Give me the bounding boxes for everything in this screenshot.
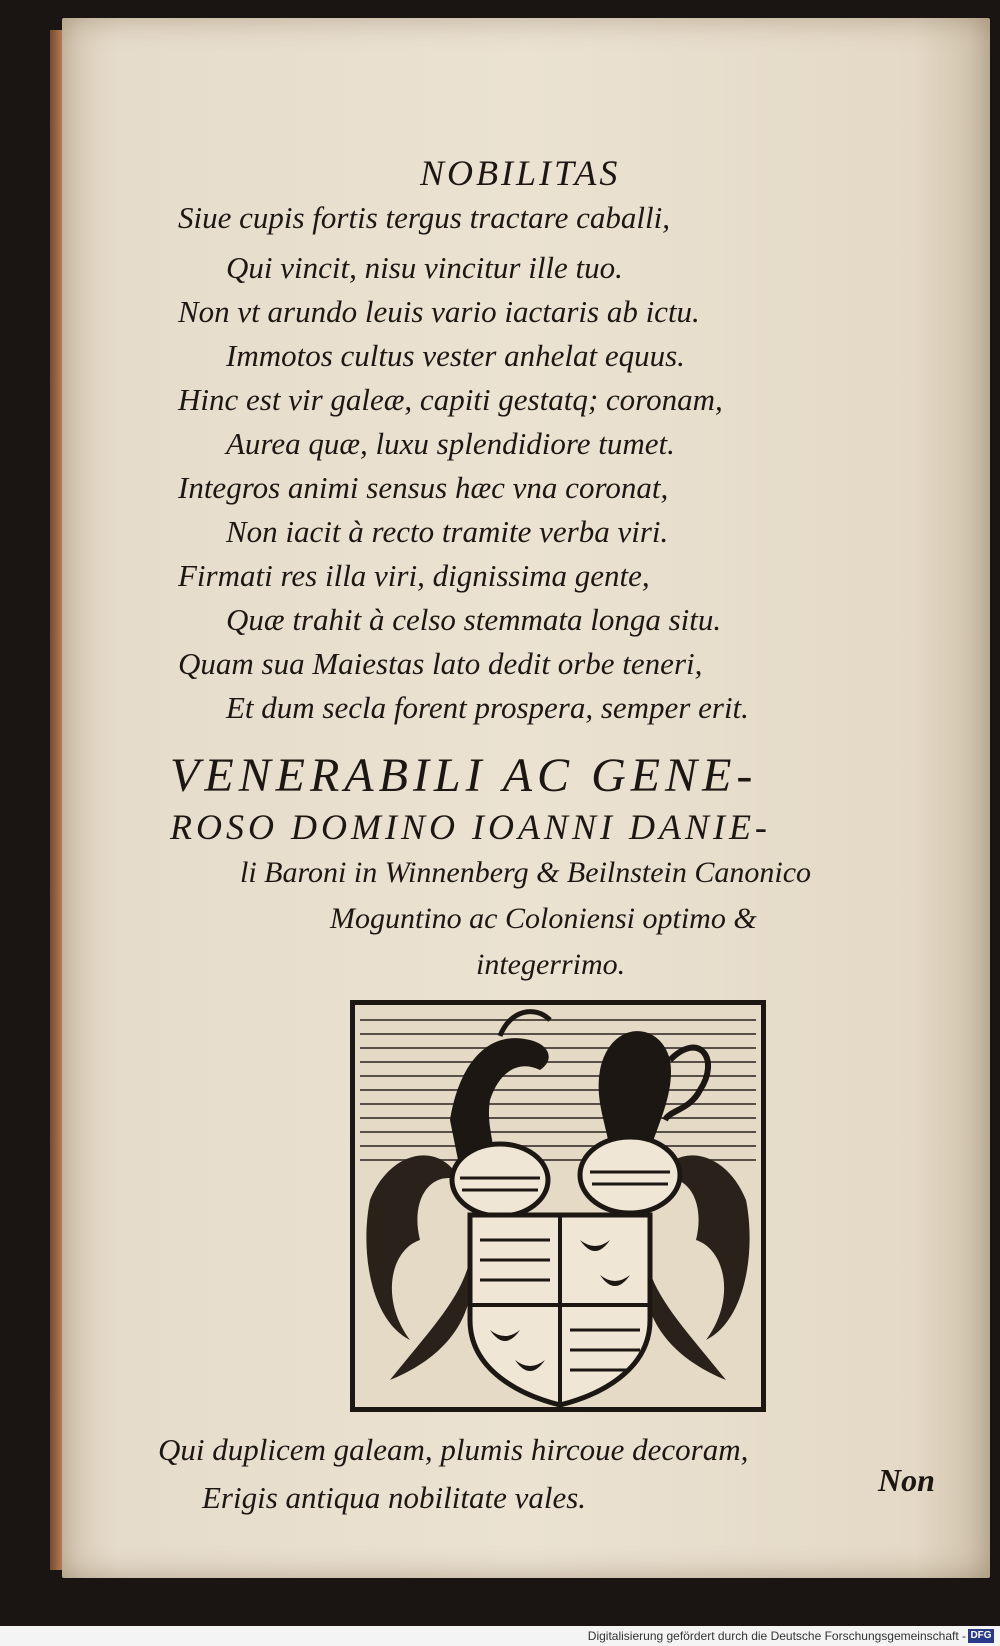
dfg-logo: DFG	[968, 1629, 994, 1643]
verse-line: Integros animi sensus hæc vna coronat,	[178, 470, 669, 505]
dedication-line: Moguntino ac Coloniensi optimo &	[330, 902, 757, 935]
digitization-footer: Digitalisierung gefördert durch die Deutsche Forschungsgemeinschaft -	[0, 1626, 1000, 1646]
verse-line: Hinc est vir galeæ, capiti gestatq; coronam,	[178, 382, 723, 417]
dedication-line: VENERABILI AC GENE-	[170, 749, 758, 802]
verse-line: Siue cupis fortis tergus tractare caballi,	[178, 200, 670, 235]
catchword: Non	[878, 1462, 935, 1498]
verse-line: Quam sua Maiestas lato dedit orbe teneri,	[178, 646, 703, 681]
verse-line: Quæ trahit à celso stemmata longa situ.	[226, 602, 722, 637]
verse-line: Qui vincit, nisu vincitur ille tuo.	[226, 250, 623, 285]
woodcut-caption-line: Erigis antiqua nobilitate vales.	[202, 1480, 587, 1515]
verse-line: Non vt arundo leuis vario iactaris ab ictu.	[178, 294, 700, 329]
coat-of-arms-woodcut	[350, 1000, 766, 1412]
verse-line: Immotos cultus vester anhelat equus.	[226, 338, 685, 373]
verse-line: Aurea quæ, luxu splendidiore tumet.	[226, 426, 675, 461]
woodcut-caption-line: Qui duplicem galeam, plumis hircoue decoram,	[158, 1432, 749, 1467]
verse-line: Firmati res illa viri, dignissima gente,	[178, 558, 650, 593]
dedication-line: integerrimo.	[476, 948, 626, 981]
dedication-line: ROSO DOMINO IOANNI DANIE-	[170, 807, 771, 847]
verse-line: Et dum secla forent prospera, semper erit.	[226, 690, 749, 725]
page-header: NOBILITAS	[420, 153, 621, 193]
dedication-line: li Baroni in Winnenberg & Beilnstein Canonico	[240, 856, 812, 889]
verse-line: Non iacit à recto tramite verba viri.	[226, 514, 669, 549]
